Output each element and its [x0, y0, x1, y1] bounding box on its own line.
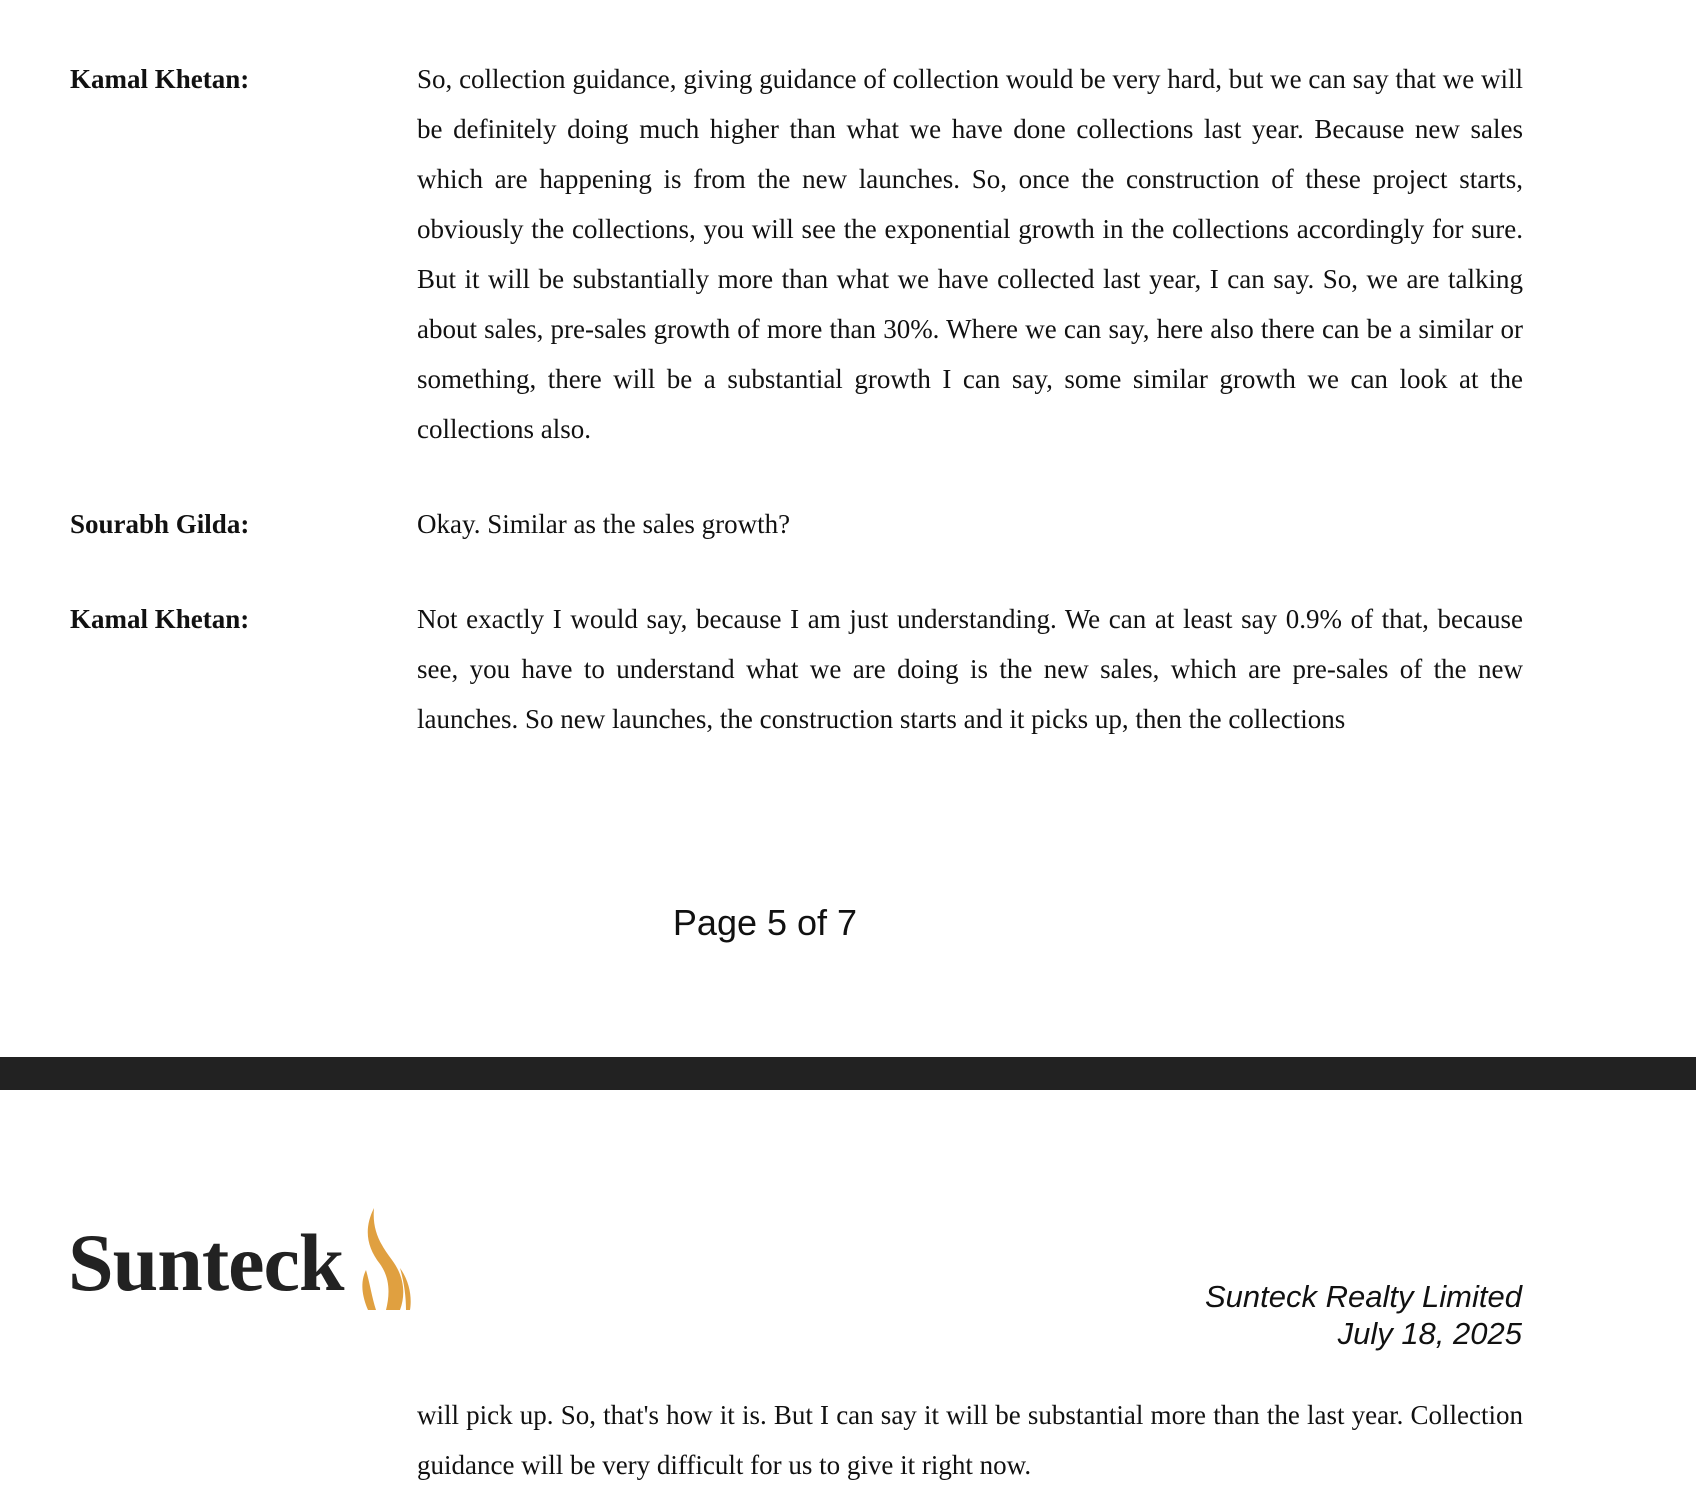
header-company-info: [1205, 1278, 1522, 1352]
company-name: Sunteck Realty Limited: [1204, 1279, 1522, 1314]
logo-wordmark: Sunteck: [68, 1217, 344, 1308]
sunteck-logo: [68, 1208, 408, 1313]
flame-icon: [360, 1208, 412, 1310]
page-separator: [0, 1057, 1696, 1090]
speaker-name: Kamal Khetan:: [70, 64, 250, 94]
call-date: July 18, 2025: [1337, 1316, 1522, 1351]
speaker-name: Sourabh Gilda:: [70, 509, 250, 539]
speaker-name: Kamal Khetan:: [70, 604, 250, 634]
speech-text: Not exactly I would say, because I am just understanding. We can at least say 0.9% of that, because see, you have to understand what we are doing is the new sales, which are pre-sales of the new launches. So new launches, the construction starts and it picks up, then the collections: [417, 604, 1523, 734]
speech-text: So, collection guidance, giving guidance of collection would be very hard, but we can say that we will be definitely doing much higher than what we have done collections last year. Because new sales which are happening is from the new launches. So, once the construction of these project starts, obviously the collections, you will see the exponential growth in the collections accordingly for sure. But it will be substantially more than what we have collected last year, I can say. So, we are talking about sales, pre-sales growth of more than 30%. Where we can say, here also there can be a similar or something, there will be a substantial growth I can say, some similar growth we can look at the collections also.: [417, 64, 1523, 444]
page-number: Page 5 of 7: [672, 902, 858, 943]
speech-text: Okay. Similar as the sales growth?: [417, 509, 791, 539]
speech-text-continued: will pick up. So, that's how it is. But I can say it will be substantial more than the last year. Collection guidance will be very difficult for us to give it right now.: [417, 1400, 1523, 1480]
